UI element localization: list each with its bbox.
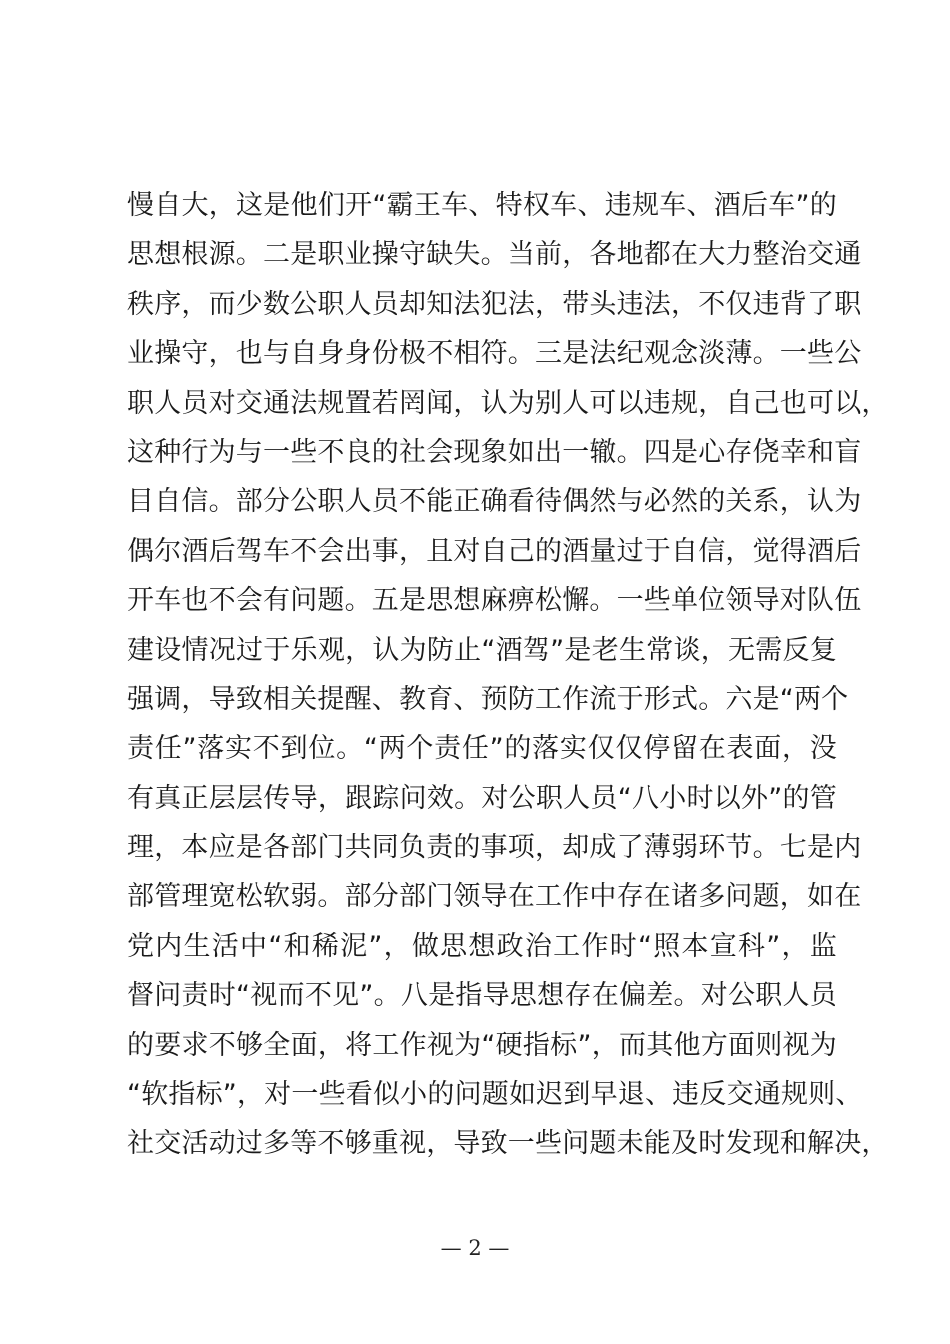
text-line: 督问责时“视而不见”。八是指导思想存在偏差。对公职人员 xyxy=(127,980,837,1012)
text-line: 业操守，也与自身身份极不相符。三是法纪观念淡薄。一些公 xyxy=(127,338,862,370)
text-line: 秩序，而少数公职人员却知法犯法，带头违法，不仅违背了职 xyxy=(127,288,862,320)
text-line: 思想根源。二是职业操守缺失。当前，各地都在大力整治交通 xyxy=(127,239,862,271)
page-number: — 2 — xyxy=(440,1236,510,1260)
text-line: 部管理宽松软弱。部分部门领导在工作中存在诸多问题，如在 xyxy=(127,881,862,913)
text-line: 责任”落实不到位。“两个责任”的落实仅仅停留在表面，没 xyxy=(127,733,837,765)
text-line: 党内生活中“和稀泥”，做思想政治工作时“照本宣科”，监 xyxy=(127,930,837,962)
text-line: 职人员对交通法规置若罔闻，认为别人可以违规，自己也可以， xyxy=(127,387,889,419)
text-line: 理，本应是各部门共同负责的事项，却成了薄弱环节。七是内 xyxy=(127,832,862,864)
body-text xyxy=(127,181,889,1169)
text-line: 开车也不会有问题。五是思想麻痹松懈。一些单位领导对队伍 xyxy=(127,585,862,617)
text-line: 偶尔酒后驾车不会出事，且对自己的酒量过于自信，觉得酒后 xyxy=(127,535,862,567)
text-line: 目自信。部分公职人员不能正确看待偶然与必然的关系，认为 xyxy=(127,486,862,518)
text-line: “软指标”，对一些看似小的问题如迟到早退、违反交通规则、 xyxy=(127,1079,863,1111)
text-line: 有真正层层传导，跟踪问效。对公职人员“八小时以外”的管 xyxy=(127,782,837,814)
text-line: 强调，导致相关提醒、教育、预防工作流于形式。六是“两个 xyxy=(127,683,849,715)
text-line: 建设情况过于乐观，认为防止“酒驾”是老生常谈，无需反复 xyxy=(127,634,837,666)
text-line: 慢自大，这是他们开“霸王车、特权车、违规车、酒后车”的 xyxy=(127,190,837,221)
text-line: 这种行为与一些不良的社会现象如出一辙。四是心存侥幸和盲 xyxy=(127,436,862,468)
text-line: 社交活动过多等不够重视，导致一些问题未能及时发现和解决， xyxy=(127,1128,889,1160)
text-line: 的要求不够全面，将工作视为“硬指标”，而其他方面则视为 xyxy=(127,1029,837,1061)
